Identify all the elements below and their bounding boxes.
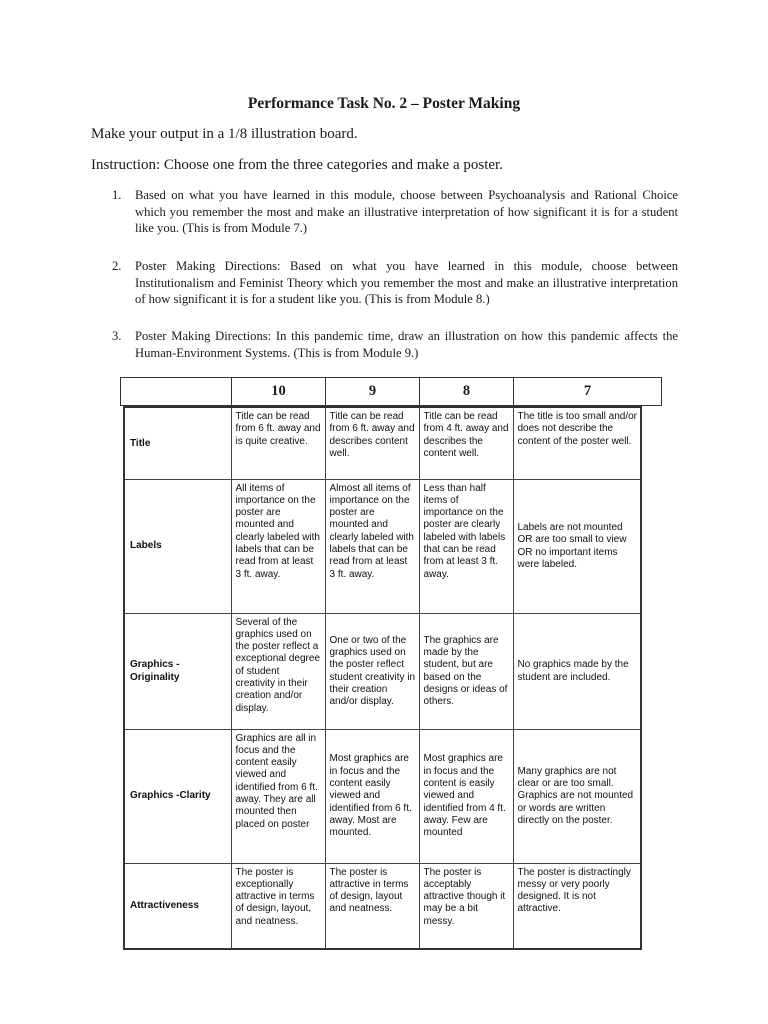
rubric-cell: Several of the graphics used on the poster reflect a exceptional degree of student creativity in their creation and/or display. bbox=[231, 613, 325, 729]
document-title: Performance Task No. 2 – Poster Making bbox=[247, 95, 521, 112]
list-item bbox=[112, 258, 678, 308]
score-header-7: 7 bbox=[514, 378, 662, 406]
list-item bbox=[112, 187, 678, 237]
score-header-8: 8 bbox=[420, 378, 514, 406]
list-item-text: Poster Making Directions: In this pandemic time, draw an illustration on how this pandemic affects the Human-Environment Systems. (This is from Module 9.) bbox=[135, 329, 678, 360]
rubric-cell: The title is too small and/or does not describe the content of the poster well. bbox=[513, 407, 641, 479]
rubric-row-attractiveness bbox=[124, 863, 641, 949]
rubric-row-labels bbox=[124, 479, 641, 613]
rubric-cell: The poster is exceptionally attractive in terms of design, layout, and neatness. bbox=[231, 863, 325, 949]
rubric-cell: Title can be read from 6 ft. away and is quite creative. bbox=[231, 407, 325, 479]
criterion-cell: Graphics -Clarity bbox=[124, 729, 231, 863]
rubric-cell: The graphics are made by the student, but are based on the designs or ideas of others. bbox=[419, 613, 513, 729]
list-item-text: Poster Making Directions: Based on what you have learned in this module, choose between Institutionalism and Feminist Theory which you remember the most and make an illustrative interpretation of how significant it is for a student like you. (This is from Module 8.) bbox=[135, 259, 678, 306]
rubric-cell: Labels are not mounted OR are too small to view OR no important items were labeled. bbox=[513, 479, 641, 613]
score-header-10: 10 bbox=[232, 378, 326, 406]
list-item bbox=[112, 328, 678, 361]
rubric-cell: Most graphics are in focus and the content easily viewed and identified from 6 ft. away. Most are mounted. bbox=[325, 729, 419, 863]
list-item-number: 3. bbox=[112, 329, 122, 343]
rubric-cell: One or two of the graphics used on the poster reflect student creativity in their creation and/or display. bbox=[325, 613, 419, 729]
rubric-table bbox=[123, 406, 642, 950]
rubric-cell: All items of importance on the poster are mounted and clearly labeled with labels that can be read from at least 3 ft. away. bbox=[231, 479, 325, 613]
rubric-cell: The poster is attractive in terms of design, layout and neatness. bbox=[325, 863, 419, 949]
score-header-9: 9 bbox=[326, 378, 420, 406]
criterion-cell: Title bbox=[124, 407, 231, 479]
rubric-cell: Almost all items of importance on the poster are mounted and clearly labeled with labels that can be read from at least 3 ft. away. bbox=[325, 479, 419, 613]
score-header-blank bbox=[121, 378, 232, 406]
rubric-cell: Most graphics are in focus and the content is easily viewed and identified from 4 ft. away. Few are mounted bbox=[419, 729, 513, 863]
rubric-row-graphics-clarity bbox=[124, 729, 641, 863]
rubric-cell: Many graphics are not clear or are too small. Graphics are not mounted or words are written directly on the poster. bbox=[513, 729, 641, 863]
list-item-number: 1. bbox=[112, 188, 122, 202]
rubric-score-header bbox=[120, 377, 662, 406]
rubric-cell: Title can be read from 4 ft. away and describes the content well. bbox=[419, 407, 513, 479]
category-instruction: Instruction: Choose one from the three categories and make a poster. bbox=[91, 157, 503, 173]
list-item-number: 2. bbox=[112, 259, 122, 273]
criterion-cell: Attractiveness bbox=[124, 863, 231, 949]
criterion-cell: Graphics - Originality bbox=[124, 613, 231, 729]
rubric-cell: Less than half items of importance on the poster are clearly labeled with labels that can be read from at least 3 ft. away. bbox=[419, 479, 513, 613]
rubric-row-title bbox=[124, 407, 641, 479]
rubric-cell: Graphics are all in focus and the content easily viewed and identified from 6 ft. away. They are all mounted then placed on poster bbox=[231, 729, 325, 863]
rubric-cell: The poster is acceptably attractive though it may be a bit messy. bbox=[419, 863, 513, 949]
rubric-cell: No graphics made by the student are included. bbox=[513, 613, 641, 729]
list-item-text: Based on what you have learned in this module, choose between Psychoanalysis and Rational Choice which you remember the most and make an illustrative interpretation of how significant it is for a student like you. (This is from Module 7.) bbox=[135, 188, 678, 235]
rubric-cell: Title can be read from 6 ft. away and describes content well. bbox=[325, 407, 419, 479]
criterion-cell: Labels bbox=[124, 479, 231, 613]
rubric-cell: The poster is distractingly messy or very poorly designed. It is not attractive. bbox=[513, 863, 641, 949]
rubric-row-graphics-originality bbox=[124, 613, 641, 729]
output-instruction: Make your output in a 1/8 illustration board. bbox=[91, 126, 358, 142]
